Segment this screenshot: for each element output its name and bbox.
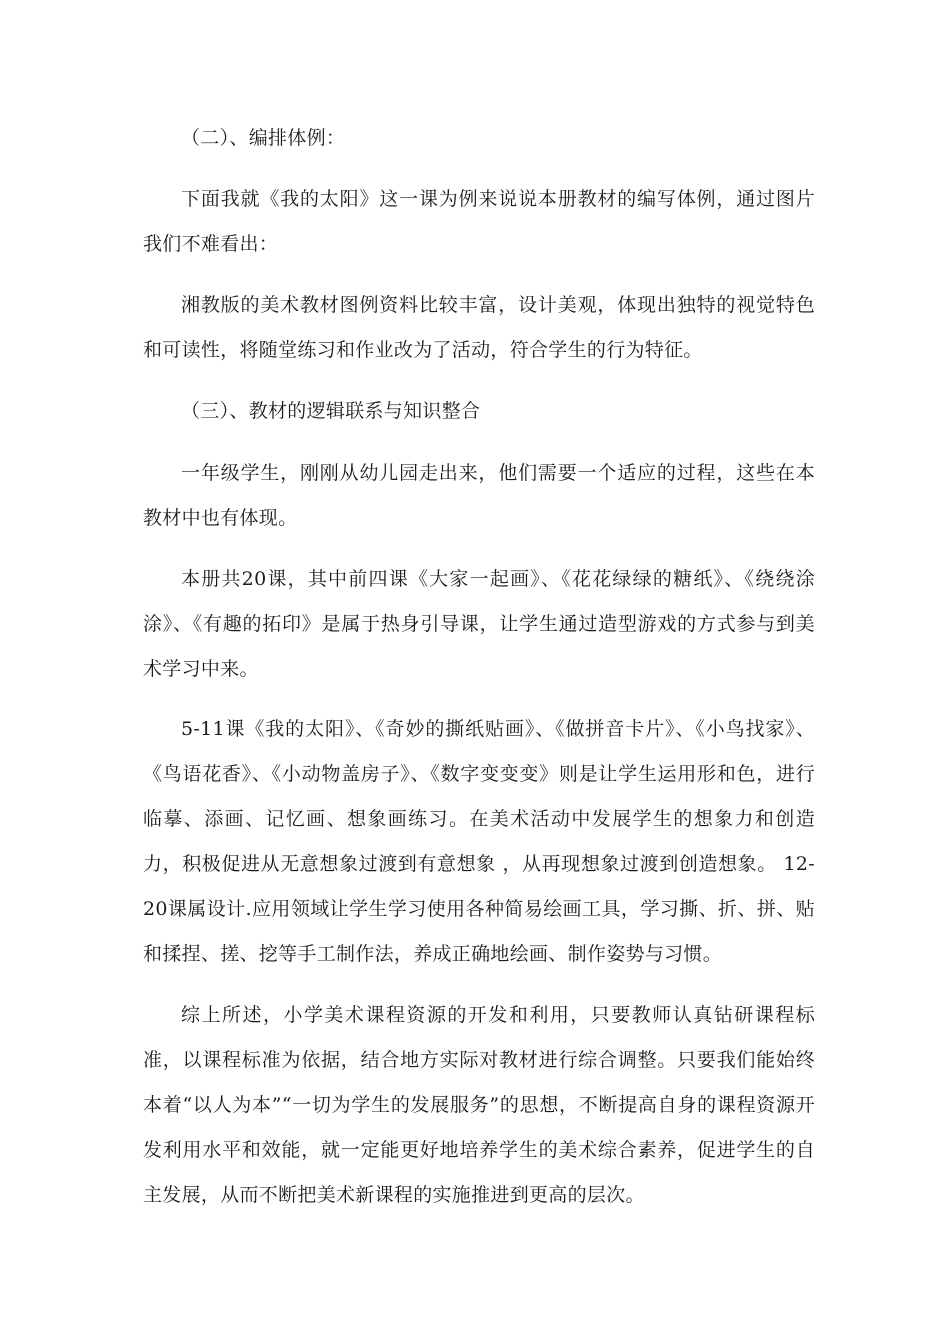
paragraph-5: 5-11课《我的太阳》、《奇妙的撕纸贴画》、《做拼音卡片》、《小鸟找家》、《鸟语花香》、《小动物盖房子》、《数字变变变》则是让学生运用形和色，进行临摹、添画、记忆画、想象画练习。在美术活动中发展学生的想象力和创造力，积极促进从无意想象过渡到有意想象 ，从再现想象过渡到创造想象。 12-20课属设计.应用领域让学生学习使用各种简易绘画工具，学习撕、折、拼、贴和揉捏、搓、挖等手工制作法，养成正确地绘画、制作姿势与习惯。 (143, 718, 815, 965)
paragraph-6: 综上所述，小学美术课程资源的开发和利用，只要教师认真钻研课程标准，以课程标准为依据，结合地方实际对教材进行综合调整。只要我们能始终本着“以人为本”“一切为学生的发展服务”的思想，不断提高自身的课程资源开发利用水平和效能，就一定能更好地培养学生的美术综合素养，促进学生的自主发展，从而不断把美术新课程的实施推进到更高的层次。 (143, 1004, 815, 1206)
paragraph-2: 湘教版的美术教材图例资料比较丰富，设计美观，体现出独特的视觉特色和可读性，将随堂练习和作业改为了活动，符合学生的行为特征。 (143, 294, 815, 361)
paragraph-3: 一年级学生，刚刚从幼儿园走出来，他们需要一个适应的过程，这些在本教材中也有体现。 (143, 462, 815, 529)
section-heading-2: （二）、编排体例： (181, 127, 346, 149)
paragraph-1: 下面我就《我的太阳》这一课为例来说说本册教材的编写体例，通过图片我们不难看出： (143, 188, 815, 255)
paragraph-4: 本册共20课，其中前四课《大家一起画》、《花花绿绿的糖纸》、《绕绕涂涂》、《有趣的拓印》是属于热身引导课，让学生通过造型游戏的方式参与到美术学习中来。 (143, 568, 815, 680)
section-heading-3: （三）、教材的逻辑联系与知识整合 (181, 400, 481, 422)
